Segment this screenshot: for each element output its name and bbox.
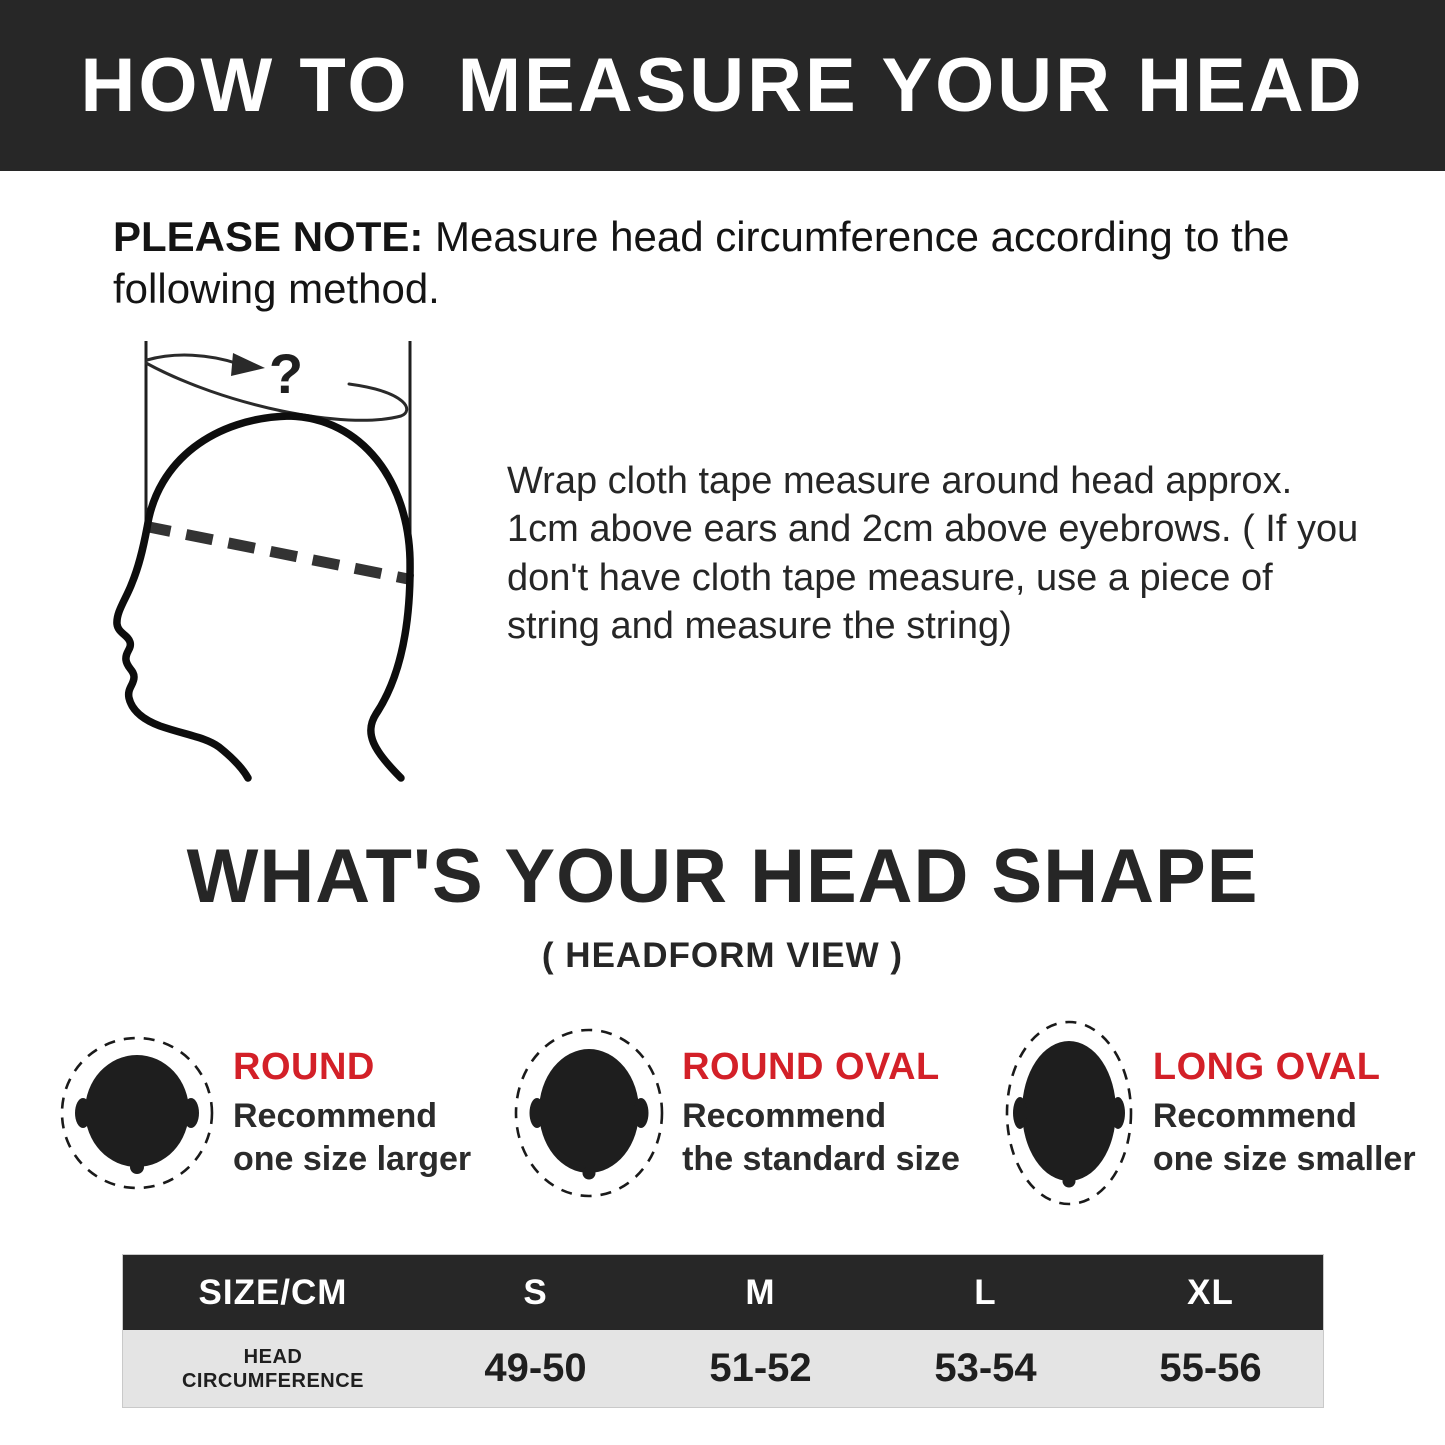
head-profile-illustration — [113, 329, 485, 799]
head-shape-row — [58, 1018, 1445, 1208]
shape-recommendation-line2: one size smaller — [1152, 1139, 1416, 1178]
shape-card-round — [58, 1034, 471, 1192]
size-table — [122, 1254, 1324, 1408]
round-head-icon — [58, 1034, 216, 1192]
size-table-value: 55-56 — [1159, 1346, 1262, 1391]
shape-name: ROUND — [233, 1045, 375, 1088]
shape-recommendation-line1: Recommend — [682, 1096, 887, 1135]
shape-name: LONG OVAL — [1152, 1045, 1381, 1088]
shape-text-round — [233, 1046, 471, 1181]
dashed-measure-line — [144, 526, 413, 580]
size-table-value: 53-54 — [934, 1346, 1037, 1391]
size-table-header: SIZE/CM — [198, 1272, 348, 1312]
shape-card-long-oval — [1002, 1018, 1416, 1208]
measure-figure-row — [113, 329, 1445, 799]
shape-card-round-oval — [513, 1027, 960, 1199]
shape-section-title: WHAT'S YOUR HEAD SHAPE — [186, 834, 1259, 920]
head-outline — [117, 416, 410, 778]
shape-recommendation-line2: the standard size — [682, 1139, 960, 1178]
shape-section-subtitle: ( HEADFORM VIEW ) — [541, 936, 904, 976]
note-label: PLEASE NOTE: — [113, 213, 424, 260]
note-text: Measure head circumference according to the following method. — [113, 213, 1290, 313]
round-oval-head-icon — [513, 1027, 665, 1199]
shape-name: ROUND OVAL — [682, 1045, 940, 1088]
size-table-value-row — [123, 1330, 1323, 1407]
note-paragraph — [113, 211, 1313, 315]
size-table-header: XL — [1187, 1272, 1234, 1312]
size-table-header: M — [745, 1272, 776, 1312]
row-label-line2: CIRCUMFERENCE — [181, 1369, 365, 1392]
question-mark: ? — [268, 342, 304, 406]
measure-instruction: Wrap cloth tape measure around head approx. 1cm above ears and 2cm above eyebrows. ( If you don't have cloth tape measure, use a piece of string and measure the string) — [507, 460, 1359, 647]
size-table-row-label — [123, 1330, 423, 1407]
page-header — [0, 0, 1445, 171]
shape-recommendation-line2: one size larger — [233, 1139, 472, 1178]
shape-text-round-oval — [682, 1046, 960, 1181]
size-table-header-row — [123, 1255, 1323, 1330]
shape-text-long-oval — [1153, 1046, 1416, 1181]
size-table-header: L — [974, 1272, 997, 1312]
long-oval-head-icon — [1002, 1018, 1136, 1208]
shape-recommendation-line1: Recommend — [233, 1096, 438, 1135]
row-label-line1: HEAD — [243, 1345, 303, 1368]
shape-recommendation-line1: Recommend — [1152, 1096, 1357, 1135]
page-title: HOW TO MEASURE YOUR HEAD — [80, 43, 1365, 128]
size-table-value: 51-52 — [709, 1346, 812, 1391]
size-table-header: S — [523, 1272, 548, 1312]
tape-arrowhead-icon — [231, 353, 265, 376]
size-table-value: 49-50 — [484, 1346, 587, 1391]
